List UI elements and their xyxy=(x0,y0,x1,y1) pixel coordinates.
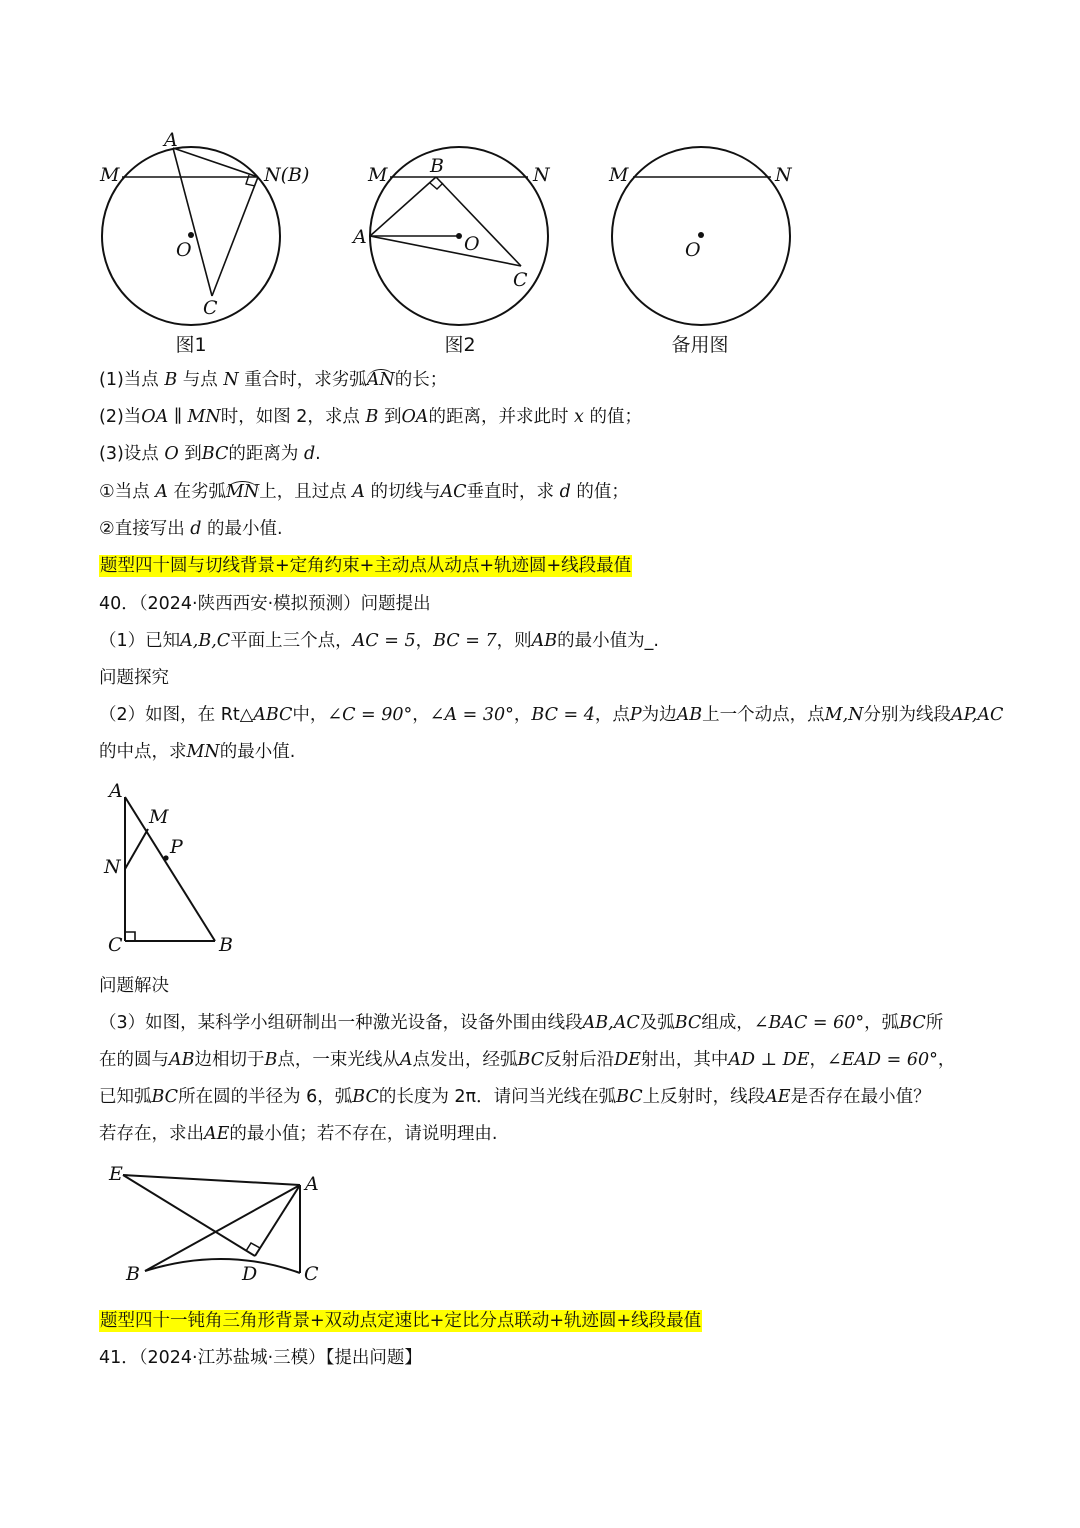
fig2-label-m: M xyxy=(368,164,388,186)
q39-part3: (3)设点 O 到BC的距离为 d. xyxy=(99,444,321,464)
fig2-label-c: C xyxy=(513,269,528,291)
figure-1 xyxy=(90,120,320,330)
q41-intro: 41．（2024·江苏盐城·三模）【提出问题】 xyxy=(99,1348,422,1368)
laser-label-e: E xyxy=(109,1163,123,1185)
tri-label-p: P xyxy=(170,836,183,858)
tri-label-m: M xyxy=(149,806,169,828)
q40-part3-line1: （3）如图，某科学小组研制出一种激光设备，设备外围由线段AB,AC及弧BC组成，∠BAC = 60°，弧BC所 xyxy=(99,1013,944,1033)
section-heading-41: 题型四十一钝角三角形背景+双动点定速比+定比分点联动+轨迹圆+线段最值 xyxy=(100,1311,702,1331)
triangle-figure xyxy=(100,775,240,960)
q39-part3-1: ①当点 A 在劣弧MN上，且过点 A 的切线与AC垂直时，求 d 的值； xyxy=(99,482,629,502)
section-heading-40: 题型四十圆与切线背景+定角约束+主动点从动点+轨迹圆+线段最值 xyxy=(100,556,632,576)
laser-label-c: C xyxy=(304,1263,319,1285)
figure-3 xyxy=(600,120,810,330)
arc-mn: MN xyxy=(225,482,260,502)
q40-intro: 40．（2024·陕西西安·模拟预测）问题提出 xyxy=(99,594,431,614)
fig1-label-m: M xyxy=(100,164,120,186)
fig2-caption: 图2 xyxy=(444,334,476,356)
fig1-label-nb: N(B) xyxy=(264,164,310,186)
tri-label-c: C xyxy=(108,934,123,956)
q39-part2: (2)当OA ∥ MN时，如图 2，求点 B 到OA的距离，并求此时 x 的值； xyxy=(99,407,642,427)
fig2-label-a: A xyxy=(353,226,367,248)
q40-part2-line1: （2）如图，在 Rt△ABC中，∠C = 90°，∠A = 30°，BC = 4，点P为边AB上一个动点，点M,N分别为线段AP,AC xyxy=(99,705,1004,725)
laser-label-b: B xyxy=(126,1263,140,1285)
q40-explore-heading: 问题探究 xyxy=(99,668,169,688)
laser-label-a: A xyxy=(305,1173,319,1195)
fig3-caption: 备用图 xyxy=(671,334,729,356)
q39-part3-2: ②直接写出 d 的最小值. xyxy=(99,519,283,539)
q40-solve-heading: 问题解决 xyxy=(99,976,169,996)
tri-label-a: A xyxy=(109,780,123,802)
q39-part1: (1)当点 B 与点 N 重合时，求劣弧AN的长； xyxy=(99,370,448,390)
fig3-label-o: O xyxy=(685,239,701,261)
fig1-label-a: A xyxy=(164,129,178,151)
figure-row xyxy=(0,0,1080,370)
fig3-label-m: M xyxy=(609,164,629,186)
q40-part3-line4: 若存在，求出AE的最小值；若不存在，请说明理由. xyxy=(99,1124,498,1144)
laser-figure xyxy=(100,1160,330,1290)
fig2-label-b: B xyxy=(430,155,444,177)
arc-an: AN xyxy=(366,370,395,390)
figure-2 xyxy=(350,120,570,330)
fig2-label-o: O xyxy=(464,233,480,255)
fig1-caption: 图1 xyxy=(175,334,207,356)
fig2-label-n: N xyxy=(533,164,550,186)
fig1-label-o: O xyxy=(176,239,192,261)
fig1-label-c: C xyxy=(203,297,218,319)
q40-part3-line2: 在的圆与AB边相切于B点，一束光线从A点发出，经弧BC反射后沿DE射出，其中AD ⊥ DE，∠EAD = 60°， xyxy=(99,1050,956,1070)
fig3-label-n: N xyxy=(775,164,792,186)
q40-part2-line2: 的中点，求MN的最小值. xyxy=(99,742,296,762)
tri-label-b: B xyxy=(219,934,233,956)
q40-part1: （1）已知A,B,C平面上三个点，AC = 5，BC = 7，则AB的最小值为_. xyxy=(99,631,659,651)
tri-label-n: N xyxy=(104,856,121,878)
q40-part3-line3: 已知弧BC所在圆的半径为 6，弧BC的长度为 2π．请问当光线在弧BC上反射时，线段AE是否存在最小值？ xyxy=(99,1087,931,1107)
laser-label-d: D xyxy=(242,1263,258,1285)
